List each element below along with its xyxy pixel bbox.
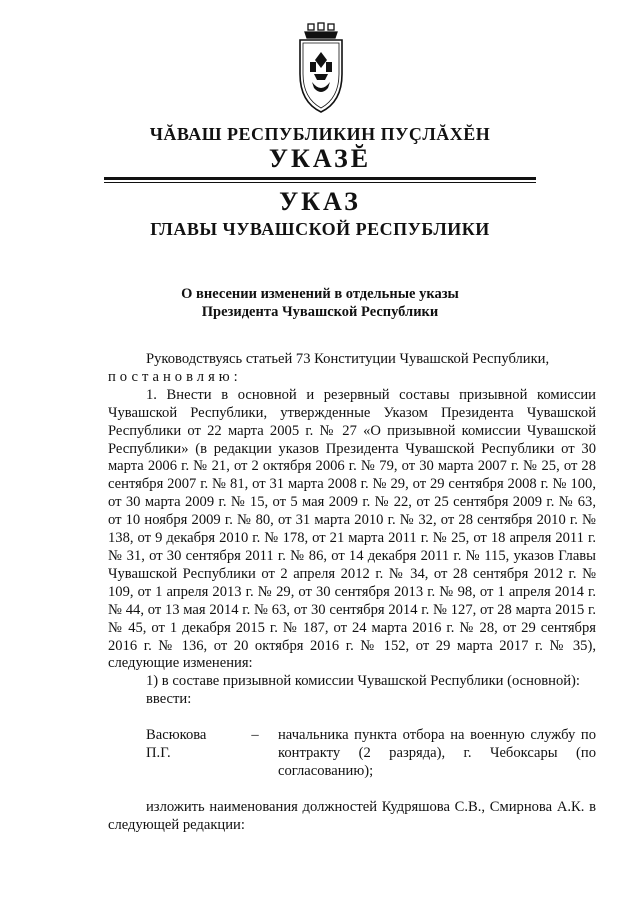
introduce-label: ввести:: [146, 691, 192, 708]
chuvash-republic-emblem: [292, 22, 350, 114]
decree-body: [108, 351, 596, 835]
subject-line1: О внесении изменений в отдельные указы: [181, 286, 459, 302]
restate-paragraph: изложить наименования должностей Кудряшова С.В., Смирнова А.К. в следующей редакции:: [108, 798, 596, 833]
member-entry: [108, 727, 596, 781]
header-rule-thin: [104, 182, 536, 183]
member-name: Васюкова П.Г.: [146, 727, 207, 762]
member-dash: –: [251, 727, 259, 744]
header-rule-thick: [104, 177, 536, 180]
member-position: начальника пункта отбора на военную службу по контракту (2 разряда), г. Чебоксары (по согласованию);: [278, 727, 596, 779]
item-1: 1. Внести в основной и резервный составы призывной комиссии Чувашской Республики, утвержденные Указом Президента Чувашской Республики от 22 марта 2005 г. № 27 «О призывной комиссии Чувашской Республики» (в редакции указов Президента Чувашской Республики от 30 марта 2006 г. № 21, от 2 октября 2006 г. № 79, от 30 марта 2007 г. № 25, от 28 сентября 2007 г. № 81, от 31 марта 2008 г. № 29, от 29 сентября 2008 г. № 100, от 30 марта 2009 г. № 15, от 5 мая 2009 г. № 22, от 25 сентября 2009 г. № 63, от 10 ноября 2009 г. № 80, от 31 марта 2010 г. № 32, от 28 сентября 2010 г. № 138, от 9 декабря 2010 г. № 178, от 21 марта 2011 г. № 25, от 18 апреля 2011 г. № 31, от 30 сентября 2011 г. № 86, от 14 декабря 2011 г. № 115, указов Главы Чувашской Республики от 2 апреля 2012 г. № 34, от 28 сентября 2012 г. № 109, от 1 апреля 2013 г. № 29, от 30 сентября 2013 г. № 98, от 1 апреля 2014 г. № 44, от 13 мая 2014 г. № 63, от 30 сентября 2014 г. № 127, от 28 марта 2015 г. № 45, от 1 декабря 2015 г. № 187, от 24 марта 2016 г. № 28, от 29 сентября 2016 г. № 136, от 20 октября 2016 г. № 152, от 29 марта 2017 г. № 35), следующие изменения:: [108, 386, 596, 672]
chuvash-header-line2: УКАЗĔ: [268, 144, 372, 173]
decree-word: постановляю:: [108, 368, 242, 385]
decree-subject: [0, 285, 640, 321]
russian-header-line1: УКАЗ: [279, 187, 361, 216]
preamble: Руководствуясь статьей 73 Конституции Чувашской Республики,: [146, 351, 550, 367]
subject-line2: Президента Чувашской Республики: [201, 304, 439, 320]
sub-item-1: 1) в составе призывной комиссии Чувашской Республики (основной):: [146, 673, 580, 690]
russian-header-line2: ГЛАВЫ ЧУВАШСКОЙ РЕСПУБЛИКИ: [150, 219, 490, 239]
chuvash-header-line1: ЧĂВАШ РЕСПУБЛИКИН ПУҪЛĂХĔН: [149, 124, 491, 144]
